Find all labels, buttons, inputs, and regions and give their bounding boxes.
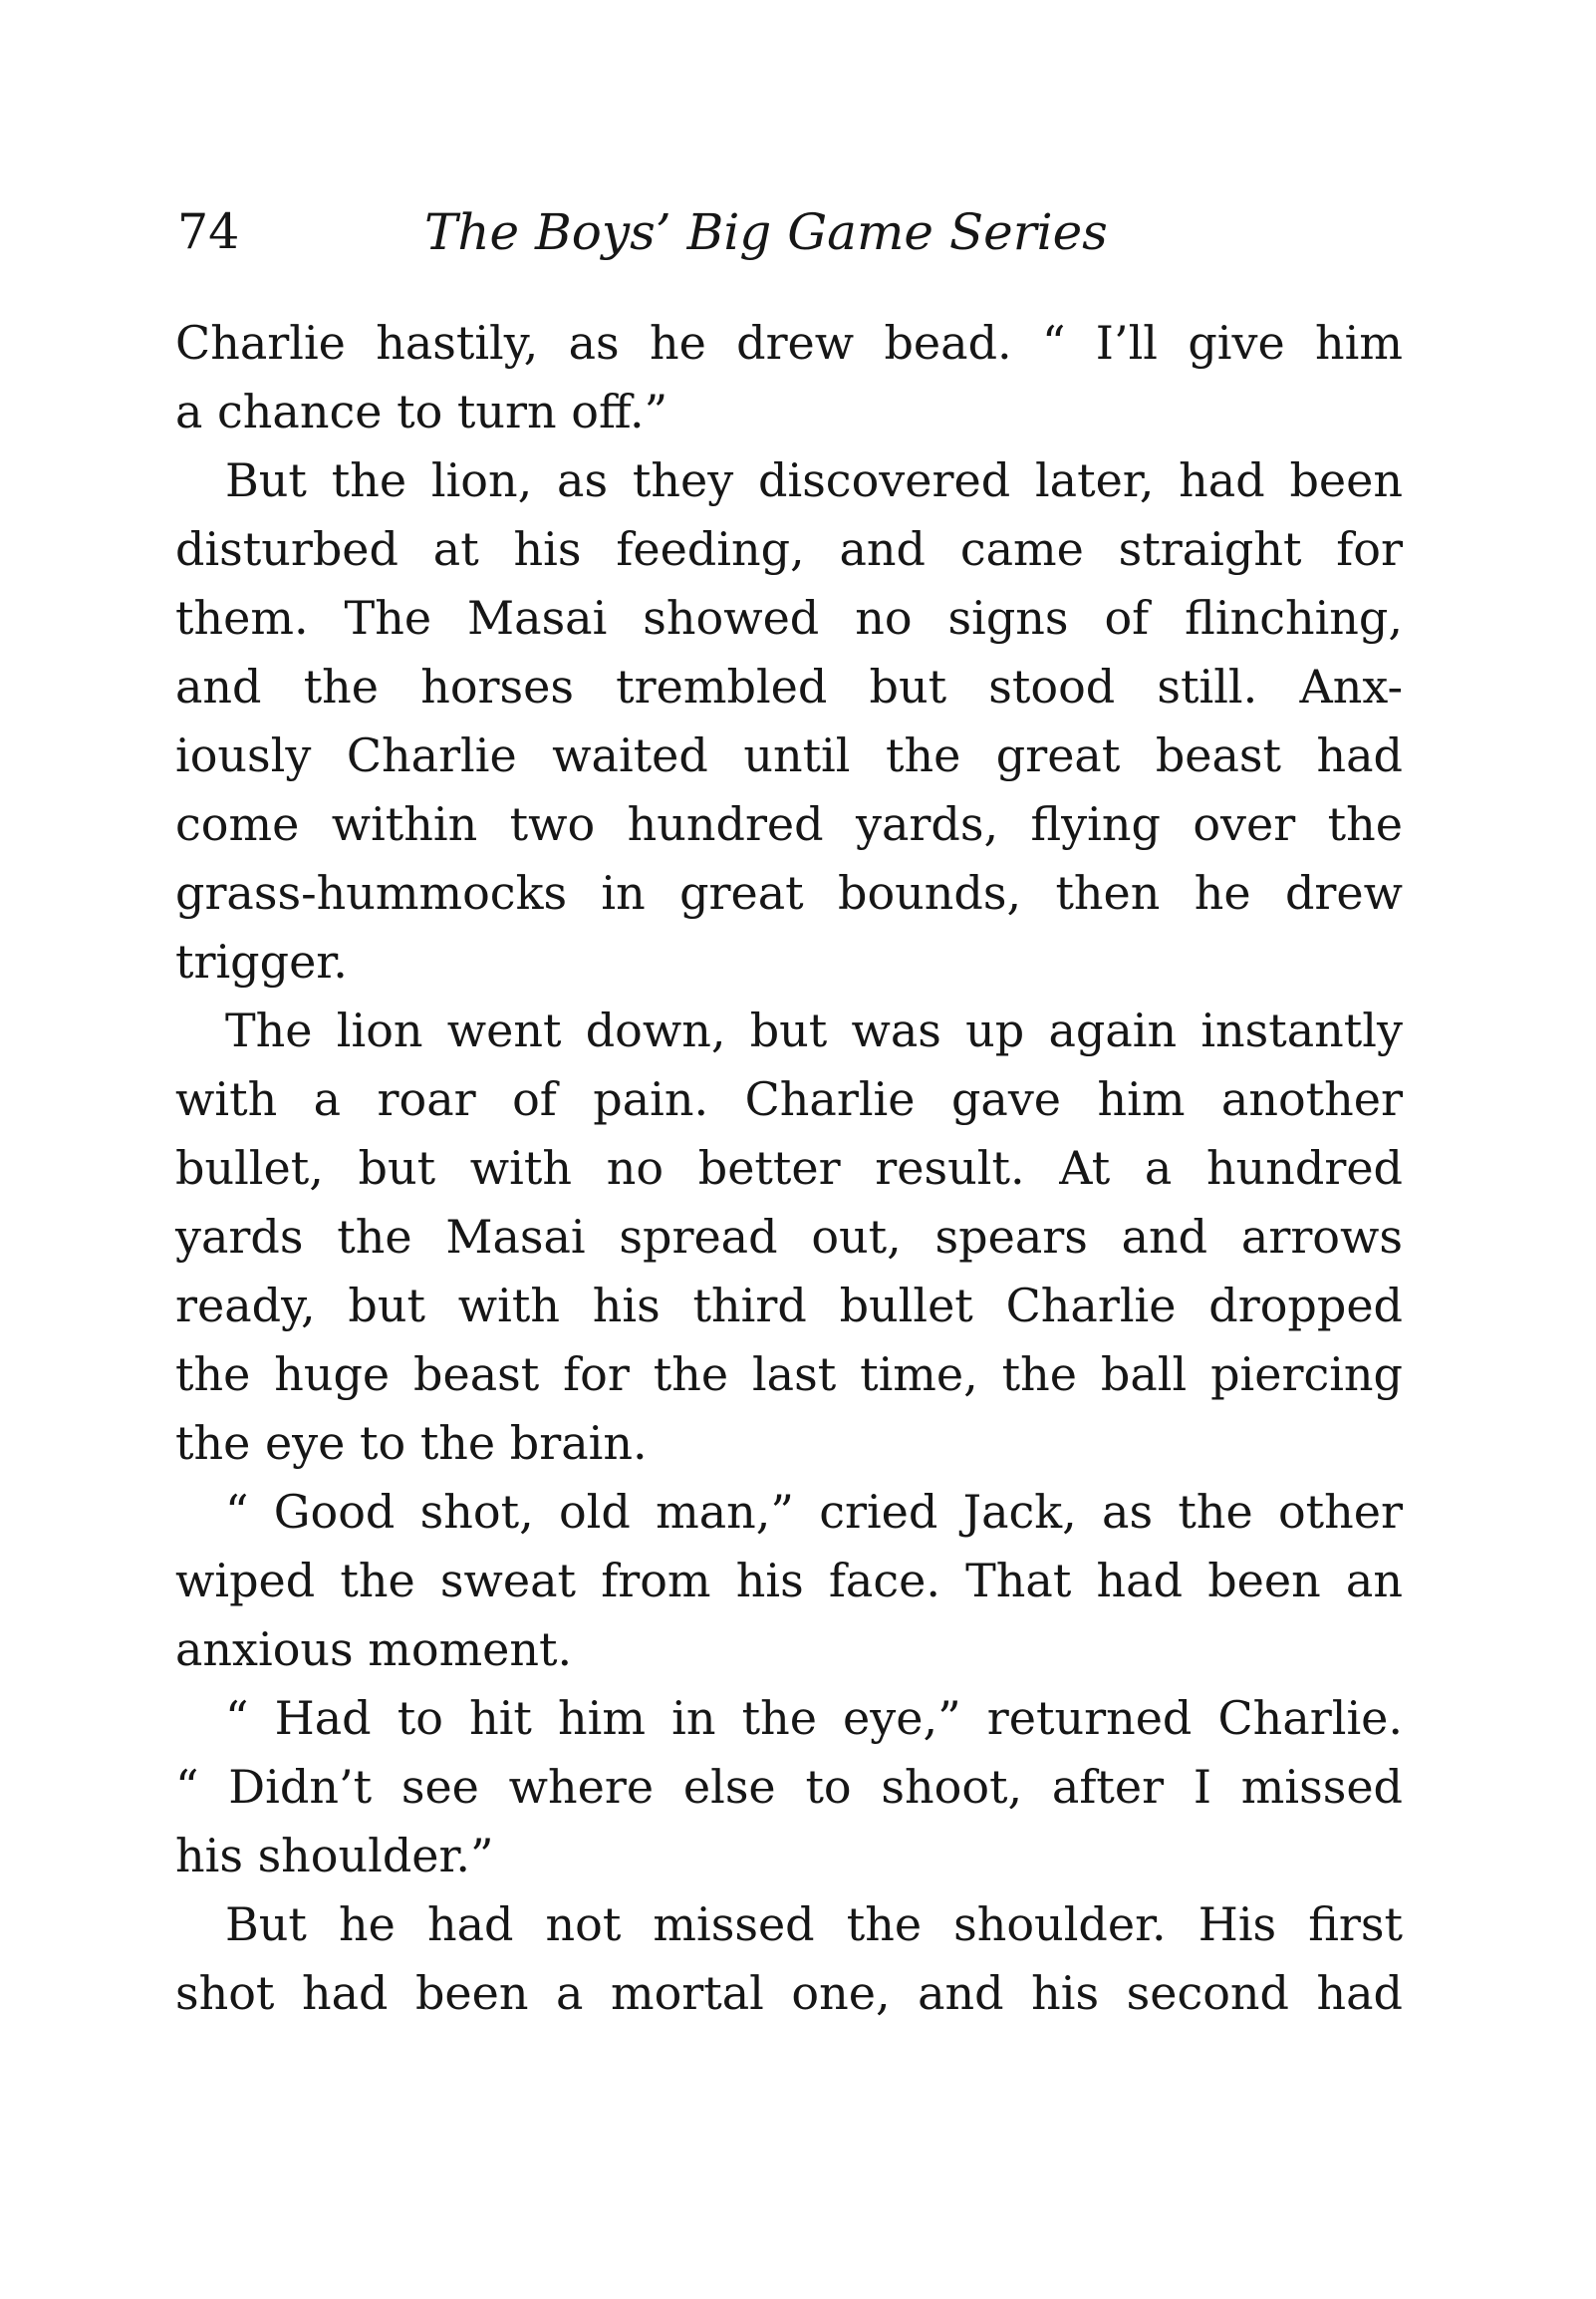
page-number: 74 [177,203,240,260]
text-line: ready, but with his third bullet Charlie dropped [175,1279,1403,1332]
text-line: But the lion, as they discovered later, had been [225,453,1403,507]
text-line: shot had been a mortal one, and his second had [175,1966,1403,2020]
text-line: But he had not missed the shoulder. His first [225,1897,1403,1951]
text-line: bullet, but with no better result. At a hundred [175,1141,1403,1195]
text-line: and the horses trembled but stood still. Anx- [175,660,1403,714]
text-line: grass-hummocks in great bounds, then he drew [175,866,1403,920]
text-line: “ Had to hit him in the eye,” returned Charlie. [225,1691,1403,1745]
running-title: The Boys’ Big Game Series [424,203,1108,261]
text-line: “ Didn’t see where else to shoot, after I missed [175,1760,1403,1814]
text-line: anxious moment. [175,1622,573,1676]
text-line: Charlie hastily, as he drew bead. “ I’ll give him [175,316,1403,370]
text-line: his shoulder.” [175,1829,494,1882]
text-line: a chance to turn off.” [175,385,668,438]
text-line: them. The Masai showed no signs of flinching, [175,591,1403,645]
text-line: disturbed at his feeding, and came straight for [175,522,1403,576]
text-line: “ Good shot, old man,” cried Jack, as the other [225,1485,1403,1539]
text-line: yards the Masai spread out, spears and arrows [175,1210,1403,1264]
text-line: come within two hundred yards, flying over the [175,797,1403,851]
text-line: The lion went down, but was up again instantly [225,1004,1403,1057]
text-line: the eye to the brain. [175,1416,648,1470]
text-line: wiped the sweat from his face. That had been an [175,1554,1403,1607]
body-text [175,309,1403,2028]
text-line: the huge beast for the last time, the ball piercing [175,1347,1403,1401]
running-head [177,197,1403,267]
text-line: trigger. [175,935,348,989]
text-line: iously Charlie waited until the great beast had [175,728,1403,782]
text-line: with a roar of pain. Charlie gave him another [175,1072,1403,1126]
